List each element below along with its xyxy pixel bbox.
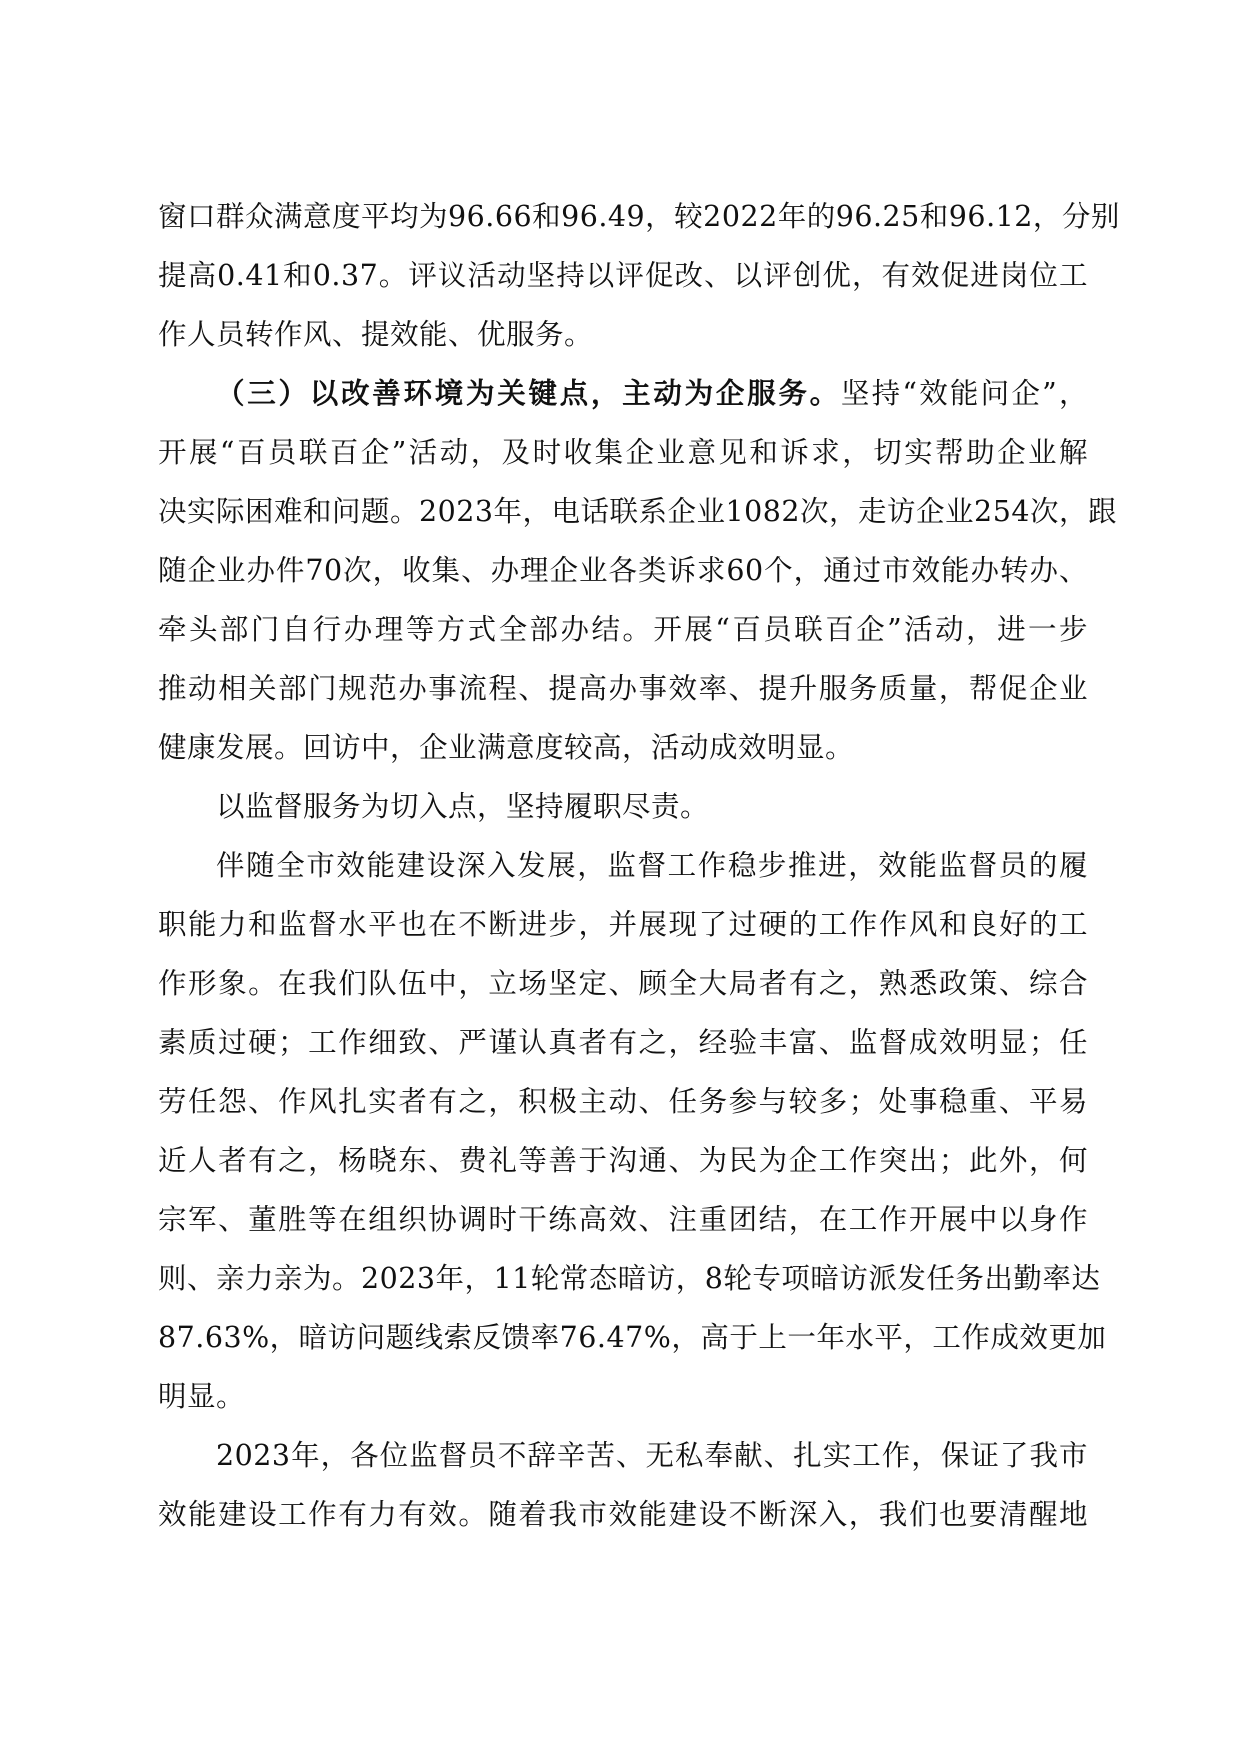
text-line: 作形象。在我们队伍中，立场坚定、顾全大局者有之，熟悉政策、综合: [158, 967, 1088, 1000]
text-line: 推动相关部门规范办事流程、提高办事效率、提升服务质量，帮促企业: [158, 672, 1088, 705]
text-line: 伴随全市效能建设深入发展，监督工作稳步推进，效能监督员的履: [216, 849, 1088, 882]
text-line: 牵头部门自行办理等方式全部办结。开展“百员联百企”活动，进一步: [158, 613, 1088, 646]
text-line: 宗军、董胜等在组织协调时干练高效、注重团结，在工作开展中以身作: [158, 1203, 1088, 1236]
text-line: 窗口群众满意度平均为96.66和96.49，较2022年的96.25和96.12，分别: [158, 200, 1120, 233]
text-line: 开展“百员联百企”活动，及时收集企业意见和诉求，切实帮助企业解: [158, 436, 1088, 469]
text-line: 2023年，各位监督员不辞辛苦、无私奉献、扎实工作，保证了我市: [216, 1439, 1088, 1472]
text-line: 健康发展。回访中，企业满意度较高，活动成效明显。: [158, 731, 855, 764]
text-line: 劳任怨、作风扎实者有之，积极主动、任务参与较多；处事稳重、平易: [158, 1085, 1088, 1118]
text-line: 87.63%，暗访问题线索反馈率76.47%，高于上一年水平，工作成效更加: [158, 1321, 1107, 1354]
text-line: 随企业办件70次，收集、办理企业各类诉求60个，通过市效能办转办、: [158, 554, 1088, 587]
section-heading-line: [216, 374, 1088, 414]
text-line: 作人员转作风、提效能、优服务。: [158, 318, 594, 351]
section-heading: （三）以改善环境为关键点，主动为企服务。: [216, 377, 841, 410]
text-line: 近人者有之，杨晓东、费礼等善于沟通、为民为企工作突出；此外，何: [158, 1144, 1088, 1177]
text-line: 素质过硬；工作细致、严谨认真者有之，经验丰富、监督成效明显；任: [158, 1026, 1088, 1059]
text-line: 明显。: [158, 1380, 246, 1413]
heading-line-text: 坚持“效能问企”，: [840, 377, 1088, 410]
text-line: 决实际困难和问题。2023年，电话联系企业1082次，走访企业254次，跟: [158, 495, 1117, 528]
subheading-line: 以监督服务为切入点，坚持履职尽责。: [216, 790, 710, 823]
text-line: 效能建设工作有力有效。随着我市效能建设不断深入，我们也要清醒地: [158, 1498, 1088, 1531]
text-line: 职能力和监督水平也在不断进步，并展现了过硬的工作作风和良好的工: [158, 908, 1088, 941]
text-line: 则、亲力亲为。2023年，11轮常态暗访，8轮专项暗访派发任务出勤率达: [158, 1262, 1101, 1295]
text-line: 提高0.41和0.37。评议活动坚持以评促改、以评创优，有效促进岗位工: [158, 259, 1088, 292]
